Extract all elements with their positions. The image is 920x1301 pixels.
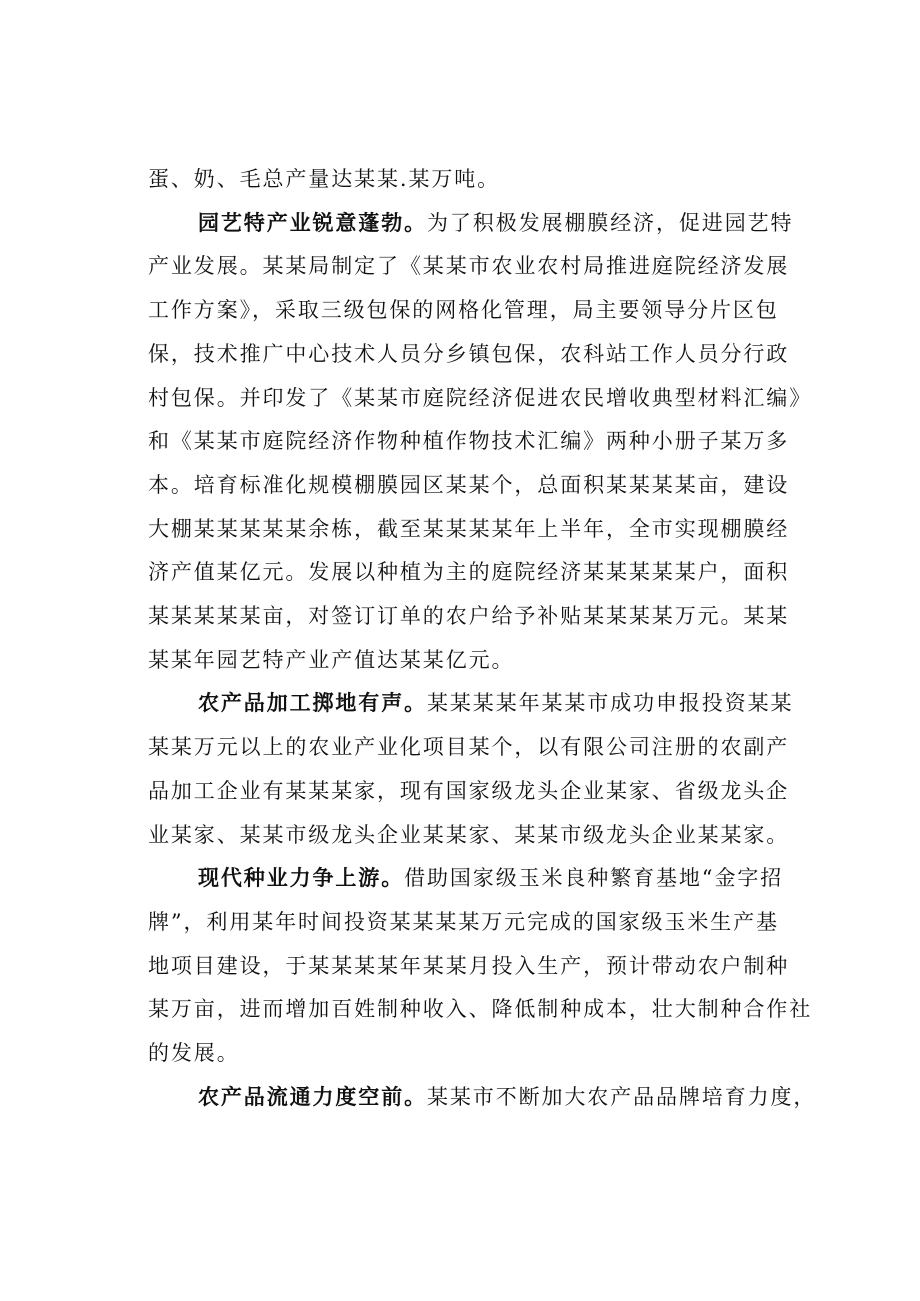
paragraph-line: 某某年园艺特产业产值达某某亿元。: [148, 647, 515, 672]
paragraph-heading: 园艺特产业锐意蓬勃。: [198, 210, 427, 235]
paragraph-line: 业某家、某某市级龙头企业某某家、某某市级龙头企业某某家。: [148, 822, 790, 847]
paragraph-line: 牌”，利用某年时间投资某某某某万元完成的国家级玉米生产基: [148, 909, 779, 934]
paragraph-line: 某某某某年某某市成功申报投资某某: [427, 691, 794, 716]
paragraph-line: 村包保。并印发了《某某市庭院经济促进农民增收典型材料汇编》: [148, 385, 813, 410]
paragraph-horticulture: [148, 202, 813, 683]
paragraph-heading: 农产品流通力度空前。: [198, 1084, 427, 1109]
paragraph-line: 某万亩，进而增加百姓制种收入、降低制种成本，壮大制种合作社: [148, 997, 813, 1022]
paragraph-line: 某某市不断加大农产品品牌培育力度，: [427, 1084, 817, 1109]
paragraph-processing: [148, 682, 808, 857]
paragraph-line: 品加工企业有某某某家，现有国家级龙头企业某家、省级龙头企: [148, 778, 790, 803]
paragraph-line: 某某万元以上的农业产业化项目某个，以有限公司注册的农副产: [148, 735, 790, 760]
paragraph-circulation: [148, 1076, 817, 1120]
paragraph-line: 保，技术推广中心技术人员分乡镇包保，农科站工作人员分行政: [148, 341, 790, 366]
paragraph-line: 为了积极发展棚膜经济，促进园艺特: [427, 210, 794, 235]
paragraph-seed-industry: [148, 857, 813, 1076]
paragraph-line: 蛋、奶、毛总产量达某某.某万吨。: [148, 167, 501, 191]
paragraph-heading: 农产品加工掷地有声。: [198, 691, 427, 716]
paragraph-line: 借助国家级玉米良种繁育基地“金字招: [404, 866, 784, 891]
document-body: [148, 158, 817, 1119]
paragraph-first-line: [148, 857, 808, 901]
paragraph-livestock-output: [148, 158, 808, 202]
paragraph-line: 工作方案》，采取三级包保的网格化管理，局主要领导分片区包: [148, 298, 779, 323]
paragraph-line: 大棚某某某某某余栋，截至某某某某年上半年，全市实现棚膜经: [148, 516, 790, 541]
paragraph-line: 和《某某市庭院经济作物种植作物技术汇编》两种小册子某万多: [148, 429, 790, 454]
paragraph-line: 产业发展。某某局制定了《某某市农业农村局推进庭院经济发展: [148, 254, 790, 279]
paragraph-first-line: [148, 1076, 817, 1120]
paragraph-first-line: [148, 202, 808, 246]
paragraph-line: 某某某某某亩，对签订订单的农户给予补贴某某某某万元。某某: [148, 604, 790, 629]
paragraph-line: 的发展。: [148, 1041, 240, 1066]
paragraph-line: 济产值某亿元。发展以种植为主的庭院经济某某某某某户，面积: [148, 560, 790, 585]
paragraph-first-line: [148, 682, 808, 726]
paragraph-line: 地项目建设，于某某某某年某某月投入生产，预计带动农户制种: [148, 953, 790, 978]
paragraph-line: 本。培育标准化规模棚膜园区某某个，总面积某某某某亩，建设: [148, 472, 790, 497]
paragraph-heading: 现代种业力争上游。: [198, 866, 405, 891]
